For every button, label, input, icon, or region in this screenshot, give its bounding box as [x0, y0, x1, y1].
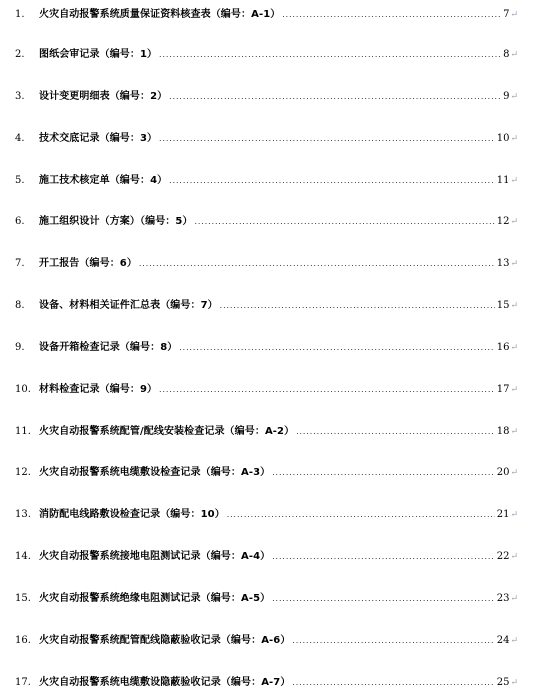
- toc-entry[interactable]: [15, 549, 518, 565]
- toc-entry-page: 17: [496, 384, 510, 395]
- paragraph-mark-icon: ↵: [510, 92, 518, 102]
- toc-entry-title: 消防配电线路敷设检查记录（编号：10）: [39, 509, 225, 520]
- dot-leader: [195, 214, 495, 230]
- toc-entry-number: 7.: [15, 258, 25, 269]
- toc-entry[interactable]: [15, 173, 518, 189]
- toc-entry-title: 火灾自动报警系统电缆敷设隐蔽验收记录（编号：A-7）: [39, 677, 291, 688]
- dot-leader: [227, 507, 495, 523]
- dot-leader: [139, 256, 495, 272]
- toc-entry[interactable]: [15, 7, 518, 23]
- toc-entry-title: 技术交底记录（编号：3）: [39, 133, 158, 144]
- toc-entry[interactable]: [15, 382, 518, 398]
- toc-entry[interactable]: [15, 47, 518, 63]
- toc-entry-page: 8: [503, 49, 510, 60]
- toc-entry-page: 21: [496, 509, 510, 520]
- paragraph-mark-icon: ↵: [510, 385, 518, 395]
- toc-entry-number: 4.: [15, 133, 25, 144]
- toc-entry-number: 6.: [15, 216, 25, 227]
- toc-entry[interactable]: [15, 89, 518, 105]
- toc-entry-number: 5.: [15, 175, 25, 186]
- paragraph-mark-icon: ↵: [510, 510, 518, 520]
- dot-leader: [272, 549, 494, 565]
- toc-entry-title: 施工技术核定单（编号：4）: [39, 175, 168, 186]
- toc-entry-title: 设备开箱检查记录（编号：8）: [39, 342, 178, 353]
- paragraph-mark-icon: ↵: [510, 594, 518, 604]
- toc-entry[interactable]: [15, 465, 518, 481]
- dot-leader: [272, 591, 494, 607]
- dot-leader: [169, 89, 501, 105]
- toc-entry-title: 设计变更明细表（编号：2）: [39, 91, 168, 102]
- toc-entry-title: 开工报告（编号：6）: [39, 258, 137, 269]
- toc-entry[interactable]: [15, 340, 518, 356]
- dot-leader: [159, 47, 501, 63]
- toc-entry-page: 23: [496, 593, 510, 604]
- toc-entry-page: 9: [503, 91, 510, 102]
- toc-entry[interactable]: [15, 131, 518, 147]
- toc-entry-page: 16: [496, 342, 510, 353]
- toc-entry[interactable]: [15, 298, 518, 314]
- toc-entry-title: 火灾自动报警系统电缆敷设检查记录（编号：A-3）: [39, 467, 271, 478]
- paragraph-mark-icon: ↵: [510, 259, 518, 269]
- toc-entry-page: 13: [496, 258, 510, 269]
- toc-entry-title: 火灾自动报警系统接地电阻测试记录（编号：A-4）: [39, 551, 271, 562]
- dot-leader: [292, 675, 494, 691]
- toc-entry-page: 20: [496, 467, 510, 478]
- toc-entry[interactable]: [15, 633, 518, 649]
- toc-entry-number: 15.: [15, 593, 31, 604]
- dot-leader: [282, 7, 501, 23]
- toc-entry-number: 10.: [15, 384, 31, 395]
- paragraph-mark-icon: ↵: [510, 10, 518, 20]
- toc-entry[interactable]: [15, 424, 518, 440]
- paragraph-mark-icon: ↵: [510, 343, 518, 353]
- paragraph-mark-icon: ↵: [510, 427, 518, 437]
- toc-entry-number: 11.: [15, 426, 31, 437]
- dot-leader: [159, 131, 495, 147]
- toc-entry-title: 火灾自动报警系统绝缘电阻测试记录（编号：A-5）: [39, 593, 271, 604]
- toc-entry-number: 2.: [15, 49, 25, 60]
- toc-entry-number: 13.: [15, 509, 31, 520]
- toc-entry-title: 火灾自动报警系统配管配线隐蔽验收记录（编号：A-6）: [39, 635, 291, 646]
- toc-entry-number: 8.: [15, 300, 25, 311]
- toc-entry-number: 14.: [15, 551, 31, 562]
- toc-entry-page: 11: [496, 175, 510, 186]
- paragraph-mark-icon: ↵: [510, 134, 518, 144]
- toc-entry[interactable]: [15, 256, 518, 272]
- toc-entry-title: 设备、材料相关证件汇总表（编号：7）: [39, 300, 218, 311]
- dot-leader: [272, 465, 494, 481]
- toc-entry[interactable]: [15, 507, 518, 523]
- paragraph-mark-icon: ↵: [510, 468, 518, 478]
- dot-leader: [179, 340, 494, 356]
- toc-entry-number: 1.: [15, 9, 25, 20]
- paragraph-mark-icon: ↵: [510, 552, 518, 562]
- toc-entry-page: 12: [496, 216, 510, 227]
- toc-entry-title: 火灾自动报警系统质量保证资料核查表（编号：A-1）: [39, 9, 281, 20]
- toc-entry-number: 3.: [15, 91, 25, 102]
- toc-entry-title: 材料检查记录（编号：9）: [39, 384, 158, 395]
- toc-entry-page: 24: [496, 635, 510, 646]
- dot-leader: [220, 298, 495, 314]
- toc-entry-page: 18: [496, 426, 510, 437]
- toc-entry[interactable]: [15, 675, 518, 691]
- toc-entry-number: 17.: [15, 677, 31, 688]
- toc-entry[interactable]: [15, 591, 518, 607]
- dot-leader: [169, 173, 494, 189]
- paragraph-mark-icon: ↵: [510, 217, 518, 227]
- toc-entry[interactable]: [15, 214, 518, 230]
- toc-entry-title: 施工组织设计（方案）（编号：5）: [39, 216, 193, 227]
- toc-entry-title: 火灾自动报警系统配管/配线安装检查记录（编号：A-2）: [39, 426, 295, 437]
- toc-entry-title: 图纸会审记录（编号：1）: [39, 49, 158, 60]
- dot-leader: [292, 633, 494, 649]
- toc-entry-number: 16.: [15, 635, 31, 646]
- dot-leader: [159, 382, 495, 398]
- paragraph-mark-icon: ↵: [510, 176, 518, 186]
- toc-entry-page: 10: [496, 133, 510, 144]
- toc-entry-page: 15: [496, 300, 510, 311]
- paragraph-mark-icon: ↵: [510, 636, 518, 646]
- toc-entry-page: 22: [496, 551, 510, 562]
- paragraph-mark-icon: ↵: [510, 678, 518, 688]
- toc-entry-number: 9.: [15, 342, 25, 353]
- dot-leader: [296, 424, 495, 440]
- toc-entry-page: 25: [496, 677, 510, 688]
- paragraph-mark-icon: ↵: [510, 50, 518, 60]
- toc-entry-page: 7: [503, 9, 510, 20]
- toc-entry-number: 12.: [15, 467, 31, 478]
- paragraph-mark-icon: ↵: [510, 301, 518, 311]
